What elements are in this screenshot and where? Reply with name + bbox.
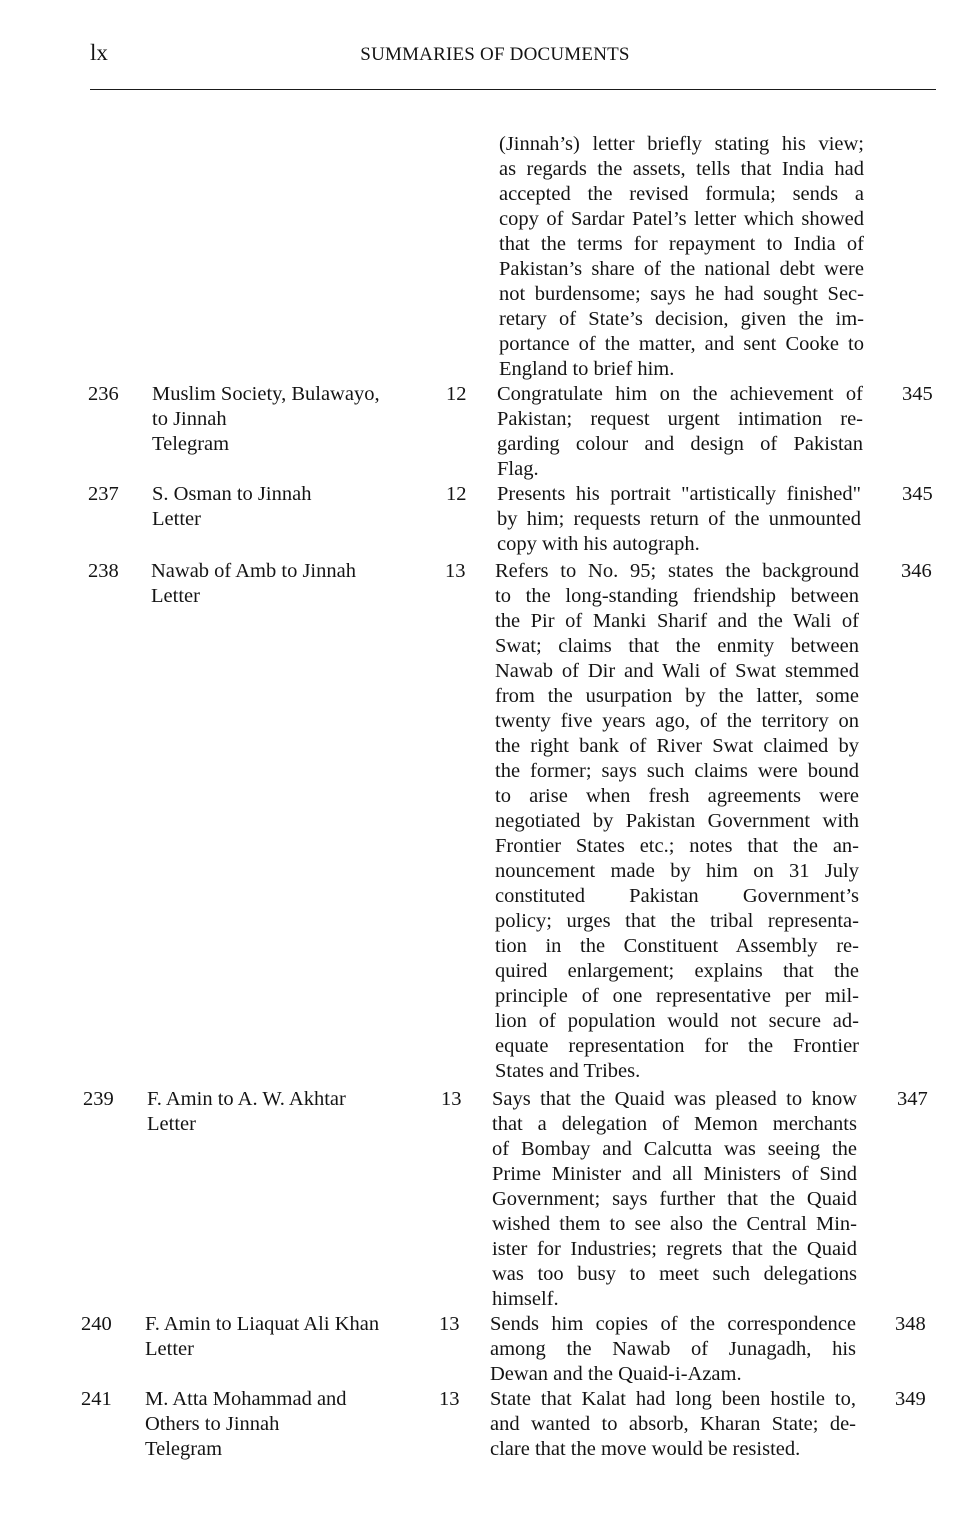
summary-line: as regards the assets, tells that India had: [499, 158, 864, 180]
summary-line: clare that the move would be resisted.: [490, 1438, 801, 1460]
summary-line: equate representation for the Frontier: [495, 1035, 859, 1057]
summary-line: by him; requests return of the unmounted: [497, 508, 861, 530]
summary-line: retary of State’s decision, given the im-: [499, 308, 864, 330]
entry-date: 12: [446, 383, 467, 405]
summary-line: Nawab of Dir and Wali of Swat stemmed: [495, 660, 859, 682]
entry-number: 238: [88, 560, 119, 582]
entry-from-to: [145, 1312, 379, 1362]
summary-line: Prime Minister and all Ministers of Sind: [492, 1163, 857, 1185]
summary-line: States and Tribes.: [495, 1060, 641, 1082]
summary-line: policy; urges that the tribal representa-: [495, 910, 859, 932]
summary-line: tion in the Constituent Assembly re-: [495, 935, 859, 957]
summary-line: himself.: [492, 1288, 559, 1310]
document-type: Telegram: [152, 433, 230, 455]
summary-line: the Pir of Manki Sharif and the Wali of: [495, 610, 859, 632]
entry-from-to: [145, 1387, 347, 1462]
entry-number: 241: [81, 1388, 112, 1410]
entry-date: 13: [439, 1388, 460, 1410]
summary-line: copy of Sardar Patel’s letter which showed: [499, 208, 864, 230]
summary-line: lion of population would not secure ad-: [495, 1010, 859, 1032]
summary-line: quired enlargement; explains that the: [495, 960, 859, 982]
summary-line: England to brief him.: [499, 358, 675, 380]
summary-line: that a delegation of Memon merchants: [492, 1113, 857, 1135]
entry-page: 348: [895, 1313, 926, 1335]
entry-from-to: [152, 382, 380, 457]
summary-line: (Jinnah’s) letter briefly stating his view;: [499, 133, 864, 155]
summary-line: Pakistan; request urgent intimation re-: [497, 408, 863, 430]
summary-line: Flag.: [497, 458, 539, 480]
summary-line: Presents his portrait "artistically finished": [497, 483, 861, 505]
summary-line: Frontier States etc.; notes that the an-: [495, 835, 859, 857]
summary-line: negotiated by Pakistan Government with: [495, 810, 859, 832]
correspondent: Others to Jinnah: [145, 1413, 280, 1435]
summary-line: wished them to see also the Central Min-: [492, 1213, 857, 1235]
summary-line: Sends him copies of the correspondence: [490, 1313, 856, 1335]
entry-date: 13: [441, 1088, 462, 1110]
summary-line: portance of the matter, and sent Cooke to: [499, 333, 864, 355]
summary-line: principle of one representative per mil-: [495, 985, 859, 1007]
document-type: Letter: [145, 1338, 194, 1360]
summary-line: from the usurpation by the latter, some: [495, 685, 859, 707]
entry-date: 13: [439, 1313, 460, 1335]
correspondent: F. Amin to A. W. Akhtar: [147, 1088, 346, 1110]
summary-line: that the terms for repayment to India of: [499, 233, 864, 255]
entry-date: 12: [446, 483, 467, 505]
entry-page: 347: [897, 1088, 928, 1110]
correspondent: M. Atta Mohammad and: [145, 1388, 347, 1410]
entry-number: 237: [88, 483, 119, 505]
entry-number: 239: [83, 1088, 114, 1110]
entry-page: 345: [902, 483, 933, 505]
summary-line: ister for Industries; regrets that the Quaid: [492, 1238, 857, 1260]
entry-date: 13: [445, 560, 466, 582]
summary-line: Dewan and the Quaid-i-Azam.: [490, 1363, 742, 1385]
summary-line: among the Nawab of Junagadh, his: [490, 1338, 856, 1360]
entry-from-to: [151, 559, 356, 609]
entry-number: 236: [88, 383, 119, 405]
correspondent: Nawab of Amb to Jinnah: [151, 560, 356, 582]
summary-line: accepted the revised formula; sends a: [499, 183, 864, 205]
entry-page: 349: [895, 1388, 926, 1410]
summary-line: Government; says further that the Quaid: [492, 1188, 857, 1210]
running-head: SUMMARIES OF DOCUMENTS: [360, 44, 630, 65]
summary-line: Pakistan’s share of the national debt were: [499, 258, 864, 280]
summary-line: was too busy to meet such delegations: [492, 1263, 857, 1285]
summary-line: State that Kalat had long been hostile to,: [490, 1388, 856, 1410]
entry-from-to: [147, 1087, 346, 1137]
summary-line: Congratulate him on the achievement of: [497, 383, 863, 405]
document-type: Telegram: [145, 1438, 223, 1460]
header-rule: [90, 89, 936, 90]
summary-line: the former; says such claims were bound: [495, 760, 859, 782]
summary-line: twenty five years ago, of the territory on: [495, 710, 859, 732]
entry-page: 346: [901, 560, 932, 582]
correspondent: Muslim Society, Bulawayo,: [152, 383, 380, 405]
entry-from-to: [152, 482, 311, 532]
summary-line: Says that the Quaid was pleased to know: [492, 1088, 857, 1110]
summary-line: to the long-standing friendship between: [495, 585, 859, 607]
entry-number: 240: [81, 1313, 112, 1335]
summary-line: garding colour and design of Pakistan: [497, 433, 863, 455]
summary-line: copy with his autograph.: [497, 533, 700, 555]
summary-line: Swat; claims that the enmity between: [495, 635, 859, 657]
summary-line: of Bombay and Calcutta was seeing the: [492, 1138, 857, 1160]
summary-line: the right bank of River Swat claimed by: [495, 735, 859, 757]
summary-line: nouncement made by him on 31 July: [495, 860, 859, 882]
correspondent: S. Osman to Jinnah: [152, 483, 312, 505]
entry-page: 345: [902, 383, 933, 405]
correspondent: F. Amin to Liaquat Ali Khan: [145, 1313, 380, 1335]
correspondent: to Jinnah: [152, 408, 227, 430]
summary-line: and wanted to absorb, Kharan State; de-: [490, 1413, 856, 1435]
document-type: Letter: [151, 585, 200, 607]
document-type: Letter: [152, 508, 201, 530]
document-type: Letter: [147, 1113, 196, 1135]
summary-line: to arise when fresh agreements were: [495, 785, 859, 807]
page-folio: lx: [90, 40, 108, 65]
summary-line: constituted Pakistan Government’s: [495, 885, 859, 907]
summary-line: not burdensome; says he had sought Sec-: [499, 283, 864, 305]
summary-line: Refers to No. 95; states the background: [495, 560, 859, 582]
